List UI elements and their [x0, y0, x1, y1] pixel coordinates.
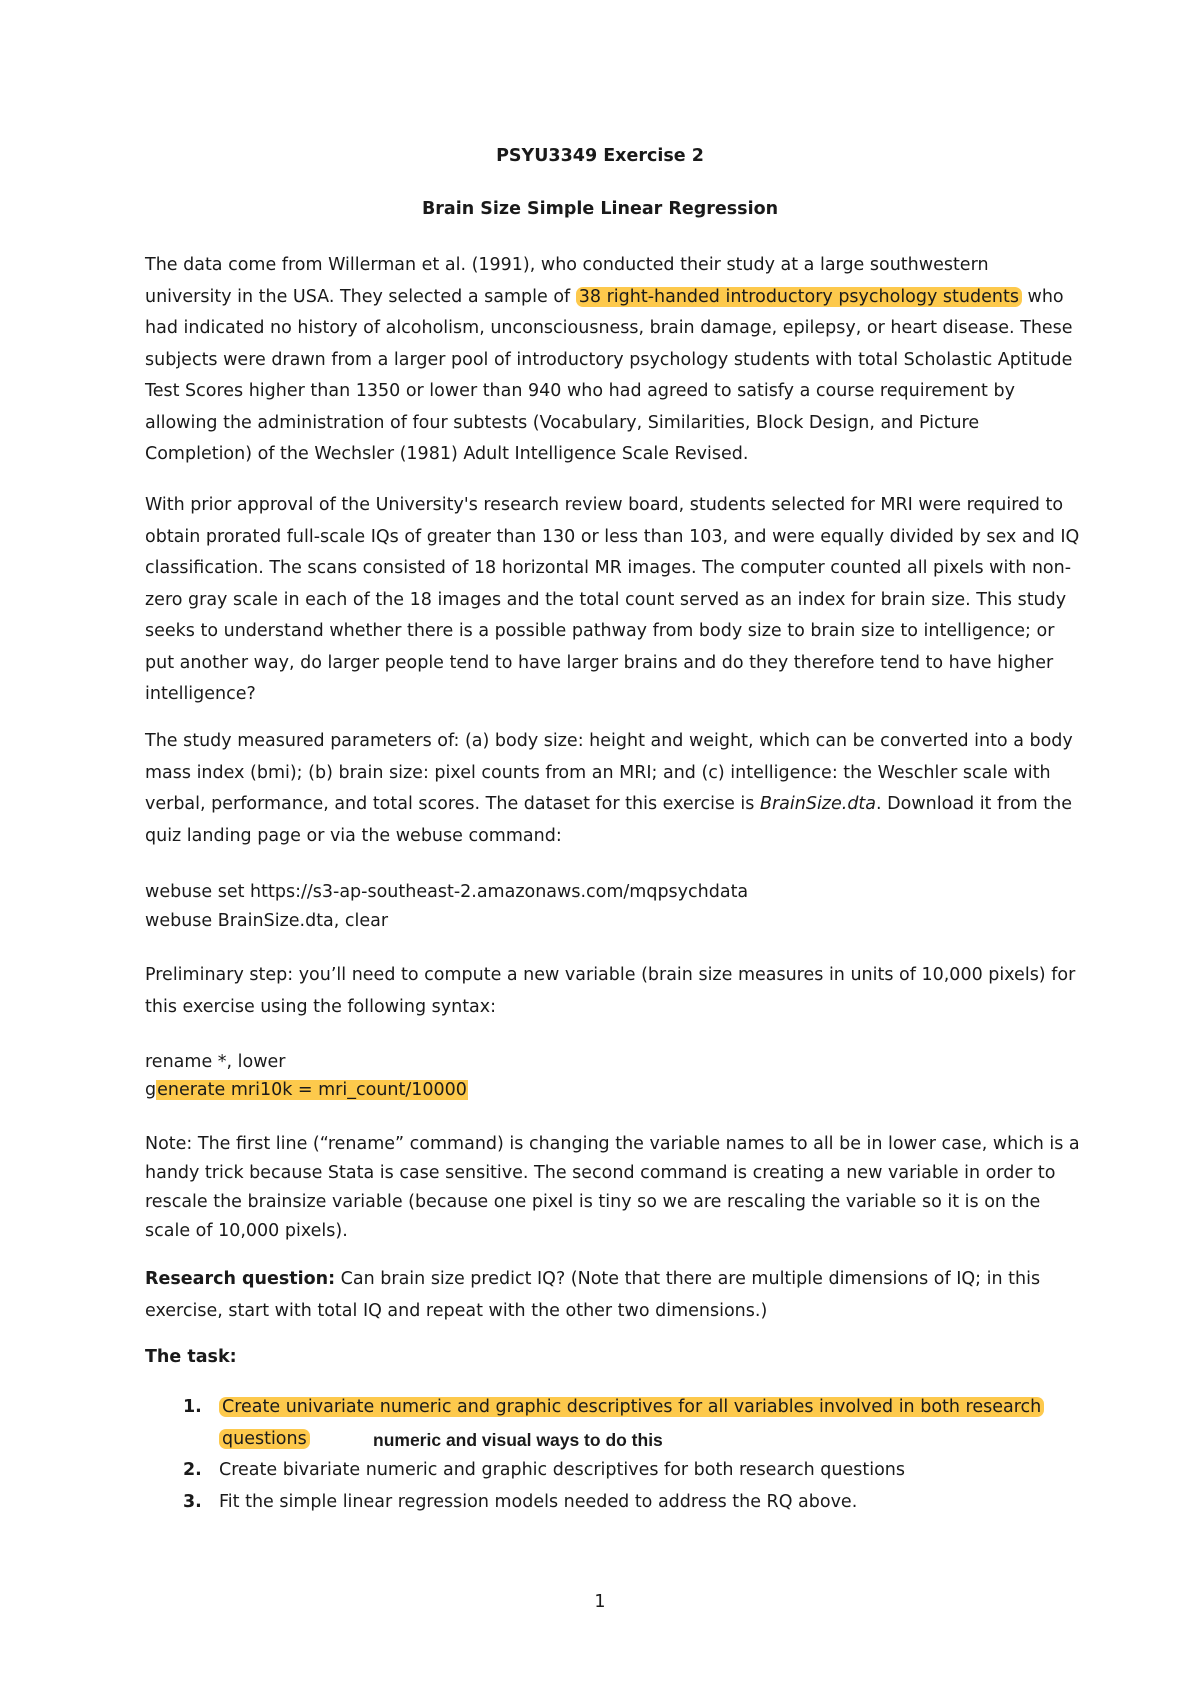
- research-question: Research question: Can brain size predict IQ? (Note that there are multiple dimensions of IQ; in this exercise, start with total IQ and repeat with the other two dimensions.): [145, 1269, 1041, 1321]
- list-item: 3. Fit the simple linear regression models needed to address the RQ above.: [183, 1491, 858, 1512]
- highlight-task-1-cont: questions: [219, 1429, 310, 1449]
- highlight-generate: enerate mri10k = mri_count/10000: [157, 1080, 467, 1100]
- prelim-paragraph: Preliminary step: you’ll need to compute a new variable (brain size measures in units of 10,000 pixels) for this exercise using the following syntax:: [145, 965, 1076, 1017]
- highlight-task-1: Create univariate numeric and graphic descriptives for all variables involved in both research: [219, 1397, 1044, 1417]
- measures-paragraph: The study measured parameters of: (a) body size: height and weight, which can be converted into a body mass index (bmi); (b) brain size: pixel counts from an MRI; and (c) intelligence: the Weschler scale with verbal, performance, and total scores. The dataset for this exercise is BrainSize.dta. Download it from the quiz landing page or via the webuse command:: [145, 731, 1073, 846]
- generate-command: generate mri10k = mri_count/10000: [145, 1080, 467, 1100]
- note-paragraph: Note: The first line (“rename” command) is changing the variable names to all be in lower case, which is a handy trick because Stata is case sensitive. The second command is creating a new variable in order to rescale the brainsize variable (because one pixel is tiny so we are rescaling the variable so it is on the scale of 10,000 pixels).: [145, 1134, 1080, 1241]
- task-list: [145, 1392, 1080, 1518]
- approval-paragraph: With prior approval of the University's research review board, students selected for MRI were required to obtain prorated full-scale IQs of greater than 130 or less than 103, and were equally divided by sex and IQ classification. The scans consisted of 18 horizontal MR images. The computer counted all pixels with non-zero gray scale in each of the 18 images and the total count served as an index for brain size. This study seeks to understand whether there is a possible pathway from body size to brain size to intelligence; or put another way, do larger people tend to have larger brains and do they therefore tend to have higher intelligence?: [145, 495, 1080, 704]
- dataset-name: BrainSize.dta: [759, 794, 877, 814]
- rq-label: Research question:: [145, 1269, 336, 1289]
- webuse-set-command: webuse set https://s3-ap-southeast-2.amazonaws.com/mqpsychdata: [145, 882, 749, 902]
- handwritten-annotation: numeric and visual ways to do this: [373, 1430, 663, 1450]
- webuse-load-command: webuse BrainSize.dta, clear: [145, 911, 389, 931]
- list-item: 1. Create univariate numeric and graphic descriptives for all variables involved in both research questions numeric and visual ways to do this: [145, 1392, 1080, 1455]
- task-heading: The task:: [145, 1347, 237, 1367]
- intro-paragraph: The data come from Willerman et al. (1991), who conducted their study at a large southwestern university in the USA. They selected a sample of 38 right-handed introductory psychology students who had indicated no history of alcoholism, unconsciousness, brain damage, epilepsy, or heart disease. These subjects were drawn from a larger pool of introductory psychology students with total Scholastic Aptitude Test Scores higher than 1350 or lower than 940 who had agreed to satisfy a course requirement by allowing the administration of four subtests (Vocabulary, Similarities, Block Design, and Picture Completion) of the Wechsler (1981) Adult Intelligence Scale Revised.: [145, 255, 1073, 464]
- doc-title: PSYU3349 Exercise 2: [496, 146, 704, 166]
- highlight-sample: 38 right-handed introductory psychology students: [576, 287, 1022, 307]
- doc-subtitle: Brain Size Simple Linear Regression: [421, 199, 779, 219]
- list-item: 2. Create bivariate numeric and graphic descriptives for both research questions: [183, 1460, 905, 1480]
- page-number: 1: [594, 1592, 606, 1612]
- rename-command: rename *, lower: [145, 1052, 286, 1072]
